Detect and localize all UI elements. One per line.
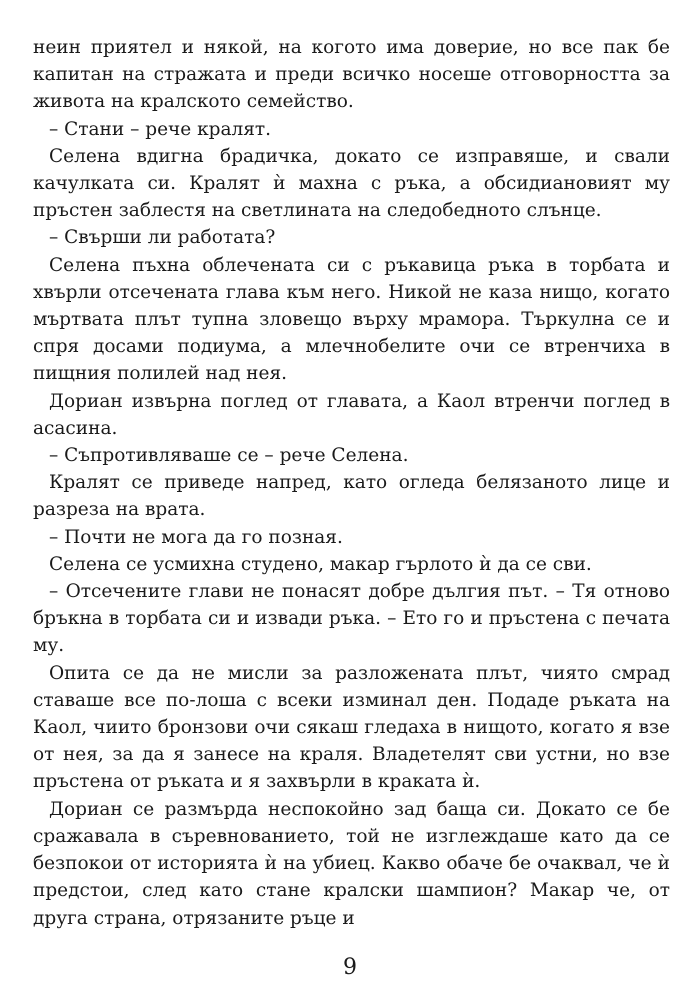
paragraph: Дориан извърна поглед от главата, а Каол втренчи поглед в асасина. <box>33 390 670 439</box>
paragraph: Кралят се приведе напред, като огледа белязаното лице и разреза на врата. <box>33 472 670 521</box>
paragraph: Селена вдигна брадичка, докато се изправяше, и свали качулката си. Кралят ѝ махна с ръка, а обсидиановият му пръстен заблестя на светлината на следобедното слънце. <box>33 145 670 222</box>
paragraph: Селена се усмихна студено, макар гърлото ѝ да се сви. <box>49 553 592 575</box>
paragraph: – Отсечените глави не понасят добре дългия път. – Тя отново бръкна в торбата си и извади ръка. – Ето го и пръстена с печата му. <box>33 581 670 657</box>
paragraph: – Почти не мога да го позная. <box>49 526 343 548</box>
paragraph: – Свърши ли работата? <box>49 227 276 249</box>
paragraph: – Съпротивляваше се – рече Селена. <box>49 445 409 467</box>
paragraph: Опита се да не мисли за разложената плът, чиято смрад ставаше все по-лоша с всеки изминал ден. Подаде ръката на Каол, чиито бронзови очи сякаш гледаха в нищото, когато я взе от нея, за да я занесе на краля. Владетелят сви устни, но взе пръстена от ръката и я захвърли в краката ѝ. <box>33 662 670 793</box>
paragraph: Селена пъхна облечената си с ръкавица ръка в торбата и хвърли отсечената глава към него. Никой не каза нищо, когато мъртвата плът тупна зловещо върху мрамора. Търкулна се и спря досами подиума, а млечнобелите очи се втренчиха в пищния полилей над нея. <box>33 254 670 385</box>
body-text <box>33 34 670 932</box>
paragraph: Дориан се размърда неспокойно зад баща си. Докато се бе сражавала в съревнованието, той не изглеждаше като да се безпокои от историята ѝ на убиец. Какво обаче бе очаквал, че ѝ предстои, след като стане кралски шампион? Макар че, от друга страна, отрязаните ръце и <box>33 798 670 929</box>
paragraph: – Стани – рече кралят. <box>49 118 272 140</box>
paragraph: неин приятел и някой, на когото има доверие, но все пак бе капитан на стражата и преди всичко носеше отговорността за живота на кралското семейство. <box>33 37 670 113</box>
page-number: 9 <box>343 955 357 980</box>
